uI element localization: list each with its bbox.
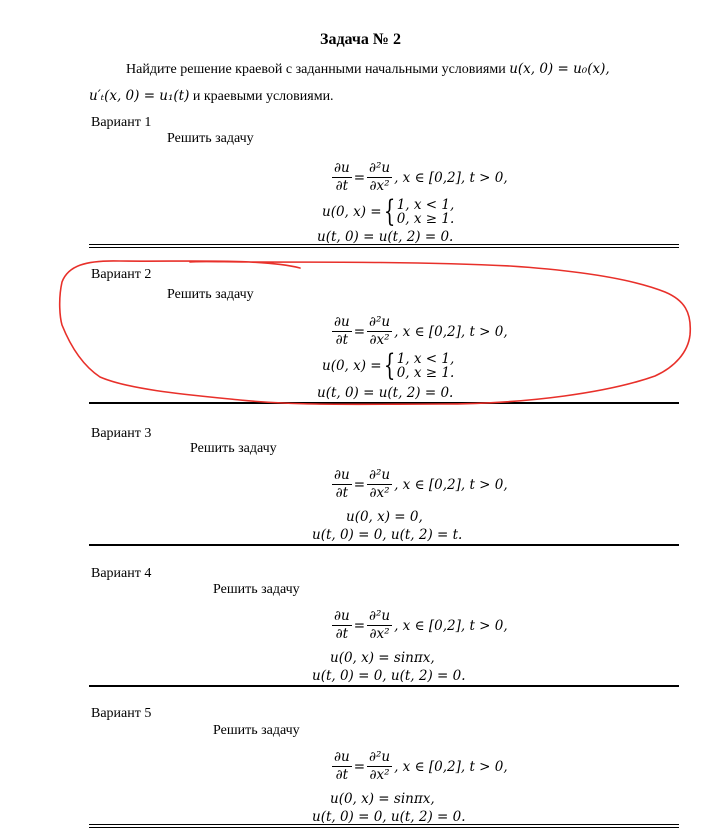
variant-4-eq: = — [353, 617, 365, 634]
variant-3-den1: ∂t — [335, 485, 349, 501]
variant-5-den2: ∂x² — [369, 767, 390, 783]
intro-text-2: и краевыми условиями. — [189, 89, 334, 104]
variant-5-label: Вариант 5 — [91, 706, 152, 721]
variant-1-boundary: u(t, 0) = u(t, 2) = 0. — [317, 229, 454, 245]
variant-4-den1: ∂t — [335, 626, 349, 642]
variant-1-num1: ∂u — [334, 160, 350, 176]
variant-2-den2: ∂x² — [369, 332, 390, 348]
variant-2-task: Решить задачу — [167, 287, 254, 302]
variant-1-den2: ∂x² — [369, 178, 390, 194]
variant-3-domain: , x ∈ [0,2], t > 0, — [394, 476, 508, 493]
intro-math-1: u(x, 0) = u₀(x), — [509, 61, 610, 77]
variant-2-boundary: u(t, 0) = u(t, 2) = 0. — [317, 385, 454, 401]
variant-2-num2: ∂²u — [369, 314, 391, 330]
variant-1-eq: = — [353, 169, 365, 186]
variant-2-brace: { — [383, 348, 395, 383]
page-title: Задача № 2 — [320, 31, 401, 48]
variant-3-den2: ∂x² — [369, 485, 390, 501]
variant-5-num1: ∂u — [334, 749, 350, 765]
variant-2-num1: ∂u — [334, 314, 350, 330]
variant-1-case1: 1, x < 1, — [396, 197, 455, 213]
variant-2-domain: , x ∈ [0,2], t > 0, — [394, 323, 508, 340]
variant-1-pde — [330, 160, 508, 195]
variant-4-label: Вариант 4 — [91, 566, 152, 581]
variant-1-init-lhs: u(0, x) = — [322, 204, 382, 220]
variant-1-brace: { — [383, 194, 395, 229]
variant-2-eq: = — [353, 323, 365, 340]
variant-3-divider — [89, 544, 679, 546]
variant-3-task: Решить задачу — [190, 441, 277, 456]
variant-2-init-lhs: u(0, x) = — [322, 358, 382, 374]
variant-5-boundary: u(t, 0) = 0, u(t, 2) = 0. — [312, 809, 466, 825]
variant-1-initial — [322, 194, 455, 229]
variant-2-label: Вариант 2 — [91, 267, 152, 282]
intro-line-1 — [126, 61, 610, 78]
variant-1-num2: ∂²u — [369, 160, 391, 176]
variant-1-task: Решить задачу — [167, 131, 254, 146]
variant-4-num1: ∂u — [334, 608, 350, 624]
variant-5-den1: ∂t — [335, 767, 349, 783]
variant-1-case2: 0, x ≥ 1. — [396, 211, 455, 227]
variant-5-initial: u(0, x) = sinπx, — [330, 791, 435, 807]
variant-2-pde — [330, 314, 508, 349]
variant-3-num1: ∂u — [334, 467, 350, 483]
intro-math-2: u′ₜ(x, 0) = u₁(t) — [89, 88, 190, 104]
variant-1-den1: ∂t — [335, 178, 349, 194]
variant-4-initial: u(0, x) = sinπx, — [330, 650, 435, 666]
variant-4-den2: ∂x² — [369, 626, 390, 642]
variant-4-pde — [330, 608, 508, 643]
intro-text-1: Найдите решение краевой с заданными начальными условиями — [126, 62, 510, 77]
variant-4-boundary: u(t, 0) = 0, u(t, 2) = 0. — [312, 668, 466, 684]
variant-4-domain: , x ∈ [0,2], t > 0, — [394, 617, 508, 634]
variant-3-eq: = — [353, 476, 365, 493]
variant-3-boundary: u(t, 0) = 0, u(t, 2) = t. — [312, 527, 463, 543]
variant-4-num2: ∂²u — [369, 608, 391, 624]
variant-2-initial — [322, 348, 455, 383]
variant-1-divider — [89, 244, 679, 248]
variant-1-label: Вариант 1 — [91, 115, 152, 130]
variant-5-domain: , x ∈ [0,2], t > 0, — [394, 758, 508, 775]
variant-5-task: Решить задачу — [213, 723, 300, 738]
variant-5-pde — [330, 749, 508, 784]
variant-2-divider — [89, 402, 679, 404]
intro-line-2 — [89, 88, 334, 105]
variant-3-label: Вариант 3 — [91, 426, 152, 441]
variant-3-pde — [330, 467, 508, 502]
variant-5-num2: ∂²u — [369, 749, 391, 765]
variant-1-domain: , x ∈ [0,2], t > 0, — [394, 169, 508, 186]
variant-5-divider — [89, 824, 679, 828]
variant-2-den1: ∂t — [335, 332, 349, 348]
variant-5-eq: = — [353, 758, 365, 775]
variant-3-num2: ∂²u — [369, 467, 391, 483]
variant-4-divider — [89, 685, 679, 687]
variant-3-initial: u(0, x) = 0, — [346, 509, 423, 525]
variant-2-case1: 1, x < 1, — [396, 351, 455, 367]
variant-4-task: Решить задачу — [213, 582, 300, 597]
variant-2-case2: 0, x ≥ 1. — [396, 365, 455, 381]
